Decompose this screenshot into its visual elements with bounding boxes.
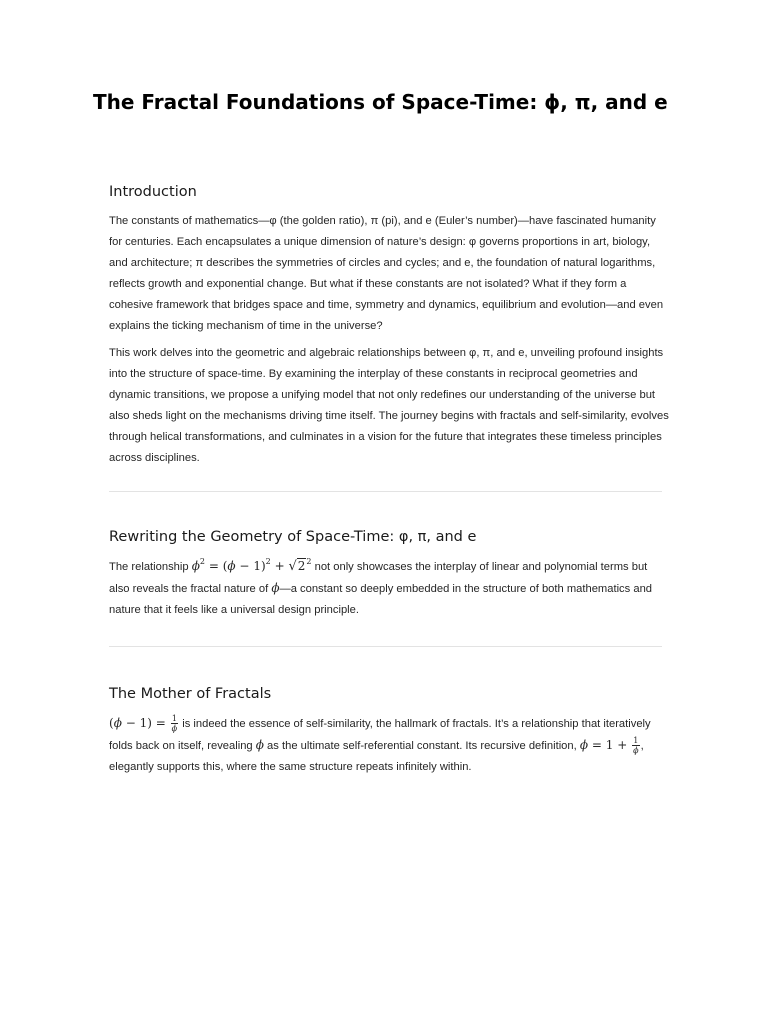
section-divider: [109, 491, 662, 492]
section-mother-of-fractals: [109, 682, 669, 778]
section-heading: The Mother of Fractals: [109, 686, 272, 702]
text-run: —a constant so deeply embedded in the structure of both mathematics and nature that it feels like a universal design principle.: [109, 583, 653, 616]
equation-recursive-definition: ϕ = 1 + $\frac{1}{\phi}$: [579, 736, 639, 755]
text-run: not only showcases the interplay of linear and polynomial terms but also reveals the fractal nature of: [109, 561, 648, 595]
equation-reciprocal: (ϕ − 1) = $\frac{1}{\phi}$: [109, 714, 178, 733]
section-heading: Rewriting the Geometry of Space-Time: φ, π, and e: [109, 529, 477, 545]
equation-phi-squared: $\phi^2 = (\phi - 1)^2 + √2^2$: [191, 557, 312, 574]
symbol-phi: ϕ: [271, 581, 280, 595]
section-heading: Introduction: [109, 184, 197, 200]
section-introduction: [109, 180, 669, 469]
section-rewriting-geometry: [109, 525, 669, 621]
symbol-phi: ϕ: [255, 738, 264, 752]
section-divider: [109, 646, 662, 647]
text-run: The relationship: [109, 561, 192, 573]
document-title: The Fractal Foundations of Space-Time: ϕ, π, and e: [93, 90, 668, 114]
paragraph: [109, 713, 669, 778]
paragraph: This work delves into the geometric and algebraic relationships between φ, π, and e, unveiling profound insights into the structure of space-time. By examining the interplay of these constants in reciprocal geometries and dynamic transitions, we propose a unifying model that not only redefines our understanding of the universe but also sheds light on the mechanisms driving time itself. The journey begins with fractals and self-similarity, evolves through helical transformations, and culminates in a vision for the future that integrates these timeless principles across disciplines.: [109, 347, 669, 464]
paragraph: [109, 556, 669, 621]
text-run: as the ultimate self-referential constant. Its recursive definition,: [263, 740, 580, 752]
document-body: [109, 180, 669, 784]
paragraph: The constants of mathematics—φ (the golden ratio), π (pi), and e (Euler’s number)—have fascinated humanity for centuries. Each encapsulates a unique dimension of nature’s design: φ governs proportions in art, biology, and architecture; π describes the symmetries of circles and cycles; and e, the foundation of natural logarithms, reflects growth and exponential change. But what if these constants are not isolated? What if they form a cohesive framework that bridges space and time, symmetry and dynamics, equilibrium and evolution—and even explains the ticking mechanism of time in the universe?: [109, 215, 664, 332]
text-run: , elegantly supports this, where the same structure repeats infinitely within.: [109, 740, 644, 773]
text-run: is indeed the essence of self-similarity, the hallmark of fractals. It’s a relationship that iteratively folds back on itself, revealing: [109, 718, 651, 752]
